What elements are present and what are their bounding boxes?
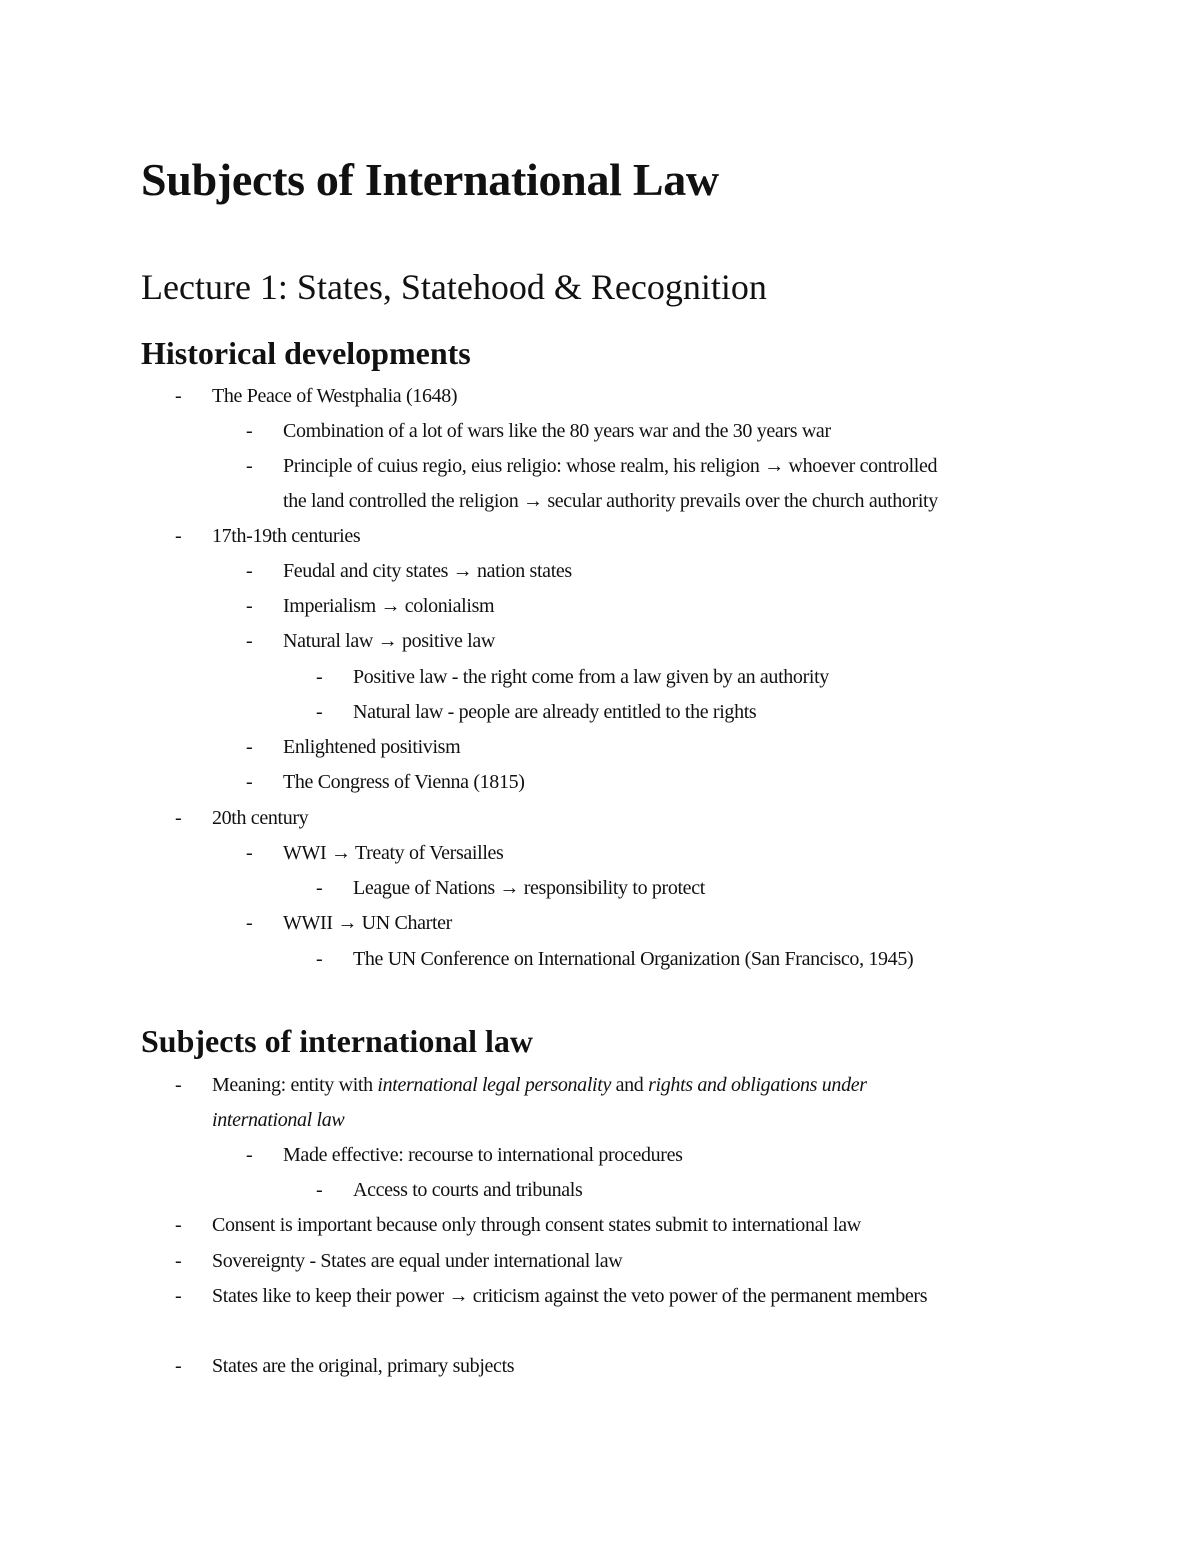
meaning-middle: and	[610, 1074, 649, 1096]
bullet-dash: -	[246, 595, 253, 617]
list-item-text: Imperialism → colonialism	[283, 595, 495, 617]
bullet-dash: -	[246, 736, 253, 758]
list-item-text: Access to courts and tribunals	[353, 1179, 583, 1201]
bullet-dash: -	[246, 420, 253, 442]
bullet-dash: -	[246, 455, 253, 477]
list-item	[0, 1279, 1200, 1314]
bullet-dash: -	[175, 807, 182, 829]
meaning-prefix: Meaning: entity with	[212, 1074, 378, 1096]
list-item	[0, 1349, 1200, 1384]
list-item-text: States are the original, primary subjects	[212, 1355, 515, 1377]
list-item	[0, 836, 1200, 871]
list-item	[0, 1138, 1200, 1173]
bullet-dash: -	[175, 525, 182, 547]
section-heading-historical-developments: Historical developments	[141, 335, 471, 371]
list-item-text: Natural law - people are already entitled to the rights	[353, 701, 757, 723]
list-item-text: Made effective: recourse to international procedures	[283, 1144, 683, 1166]
list-item-text: Positive law - the right come from a law given by an authority	[353, 666, 829, 688]
list-item	[0, 695, 1200, 730]
list-item	[0, 1068, 1200, 1103]
bullet-dash: -	[175, 385, 182, 407]
bullet-dash: -	[246, 630, 253, 652]
list-item	[0, 519, 1200, 554]
list-item-text: The Peace of Westphalia (1648)	[212, 385, 458, 407]
list-item	[0, 414, 1200, 449]
list-item	[0, 624, 1200, 659]
list-item	[0, 589, 1200, 624]
bullet-dash: -	[246, 842, 253, 864]
list-item	[0, 660, 1200, 695]
bullet-dash: -	[175, 1355, 182, 1377]
list-item	[0, 1173, 1200, 1208]
list-item-continuation	[0, 484, 1200, 519]
list-item	[0, 1208, 1200, 1243]
bullet-dash: -	[246, 1144, 253, 1166]
list-item-text: the land controlled the religion → secular authority prevails over the church authority	[283, 490, 938, 512]
bullet-dash: -	[246, 560, 253, 582]
list-item-text: Natural law → positive law	[283, 630, 495, 652]
list-item-continuation	[0, 1103, 1200, 1138]
list-item-text: Feudal and city states → nation states	[283, 560, 572, 582]
bullet-dash: -	[316, 701, 323, 723]
list-item	[0, 730, 1200, 765]
list-item	[0, 906, 1200, 941]
list-item-text: League of Nations → responsibility to protect	[353, 877, 705, 899]
list-item	[0, 449, 1200, 484]
bullet-dash: -	[175, 1214, 182, 1236]
list-item-text: States like to keep their power → criticism against the veto power of the permanent members	[212, 1285, 928, 1307]
bullet-dash: -	[175, 1074, 182, 1096]
bullet-dash: -	[246, 912, 253, 934]
list-item-text	[212, 1103, 344, 1138]
lecture-title: Lecture 1: States, Statehood & Recognition	[141, 267, 767, 307]
list-item-text: 20th century	[212, 807, 309, 829]
list-item-text: Principle of cuius regio, eius religio: whose realm, his religion → whoever controlled	[283, 455, 938, 477]
meaning-italic-legal-personality: international legal personality	[377, 1074, 611, 1096]
bullet-dash: -	[316, 948, 323, 970]
meaning-italic-continuation: international law	[212, 1109, 345, 1131]
meaning-italic-rights-obligations: rights and obligations under	[648, 1074, 867, 1096]
list-item-text: 17th-19th centuries	[212, 525, 361, 547]
list-item-text: The Congress of Vienna (1815)	[283, 771, 525, 793]
list-item	[0, 765, 1200, 800]
list-item-text: Combination of a lot of wars like the 80 years war and the 30 years war	[283, 420, 831, 442]
document-title: Subjects of International Law	[141, 154, 719, 205]
list-item	[0, 379, 1200, 414]
list-item-text: WWII → UN Charter	[283, 912, 452, 934]
list-item	[0, 942, 1200, 977]
list-item-text	[212, 1068, 867, 1103]
bullet-dash: -	[175, 1250, 182, 1272]
bullet-dash: -	[246, 771, 253, 793]
list-item	[0, 554, 1200, 589]
list-item-text: WWI → Treaty of Versailles	[283, 842, 504, 864]
bullet-dash: -	[316, 1179, 323, 1201]
list-item-text: Consent is important because only through consent states submit to international law	[212, 1214, 861, 1236]
bullet-dash: -	[316, 877, 323, 899]
list-item	[0, 1244, 1200, 1279]
list-item-text: Sovereignty - States are equal under international law	[212, 1250, 623, 1272]
list-item-text: The UN Conference on International Organization (San Francisco, 1945)	[353, 948, 914, 970]
section-heading-subjects-of-international-law: Subjects of international law	[141, 1023, 533, 1059]
list-item	[0, 801, 1200, 836]
bullet-dash: -	[316, 666, 323, 688]
list-item	[0, 871, 1200, 906]
list-item-text: Enlightened positivism	[283, 736, 461, 758]
bullet-dash: -	[175, 1285, 182, 1307]
